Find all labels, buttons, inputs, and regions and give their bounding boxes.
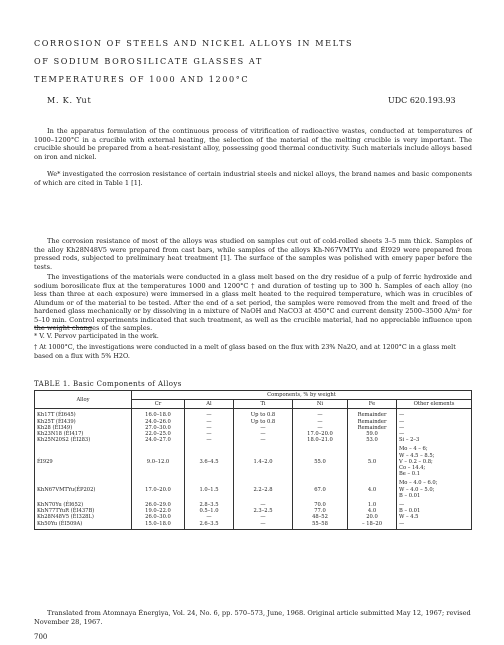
table-cell-ti: — [234, 514, 293, 520]
table-cell-alloy: Kh28N48V5 (ÉI328L) [35, 514, 132, 520]
author: M. K. Yut [47, 96, 92, 105]
table-cell-alloy: KhN67VMTYu(ÉP202) [35, 487, 132, 493]
table-cell-ni: — [293, 419, 348, 425]
table-cell-cr: 26.0–30.0 [132, 514, 185, 520]
table-cell-ni: 70.0 [293, 499, 348, 508]
table-cell-ni: 48–52 [293, 514, 348, 520]
table-row [35, 443, 472, 452]
table-cell-alloy [35, 443, 132, 452]
table-cell-ti: 2.2–2.8 [234, 487, 293, 493]
table-cell-fe: 59.0 [348, 431, 397, 437]
table-cell-other: — [397, 409, 472, 419]
table-cell-alloy: Kh17T (ÉI645) [35, 409, 132, 419]
body-paragraph: In the apparatus formulation of the continuous process of vitrification of radioactive wastes, conducted at temperatures of 1000–1200°C in a crucible with external heating, the selection of the material of the melting crucible is very important. The crucible should be prepared from a heat-resistant alloy, possessing good thermal conductivity. Such materials include alloys based on iron and nickel. [34, 127, 472, 161]
table-cell-ni: — [293, 425, 348, 431]
table-cell-other: Mo – 4.0 – 6.0; [397, 477, 472, 486]
table-cell-fe: 20.0 [348, 514, 397, 520]
table-cell-al: — [185, 409, 234, 419]
alloys-table [34, 390, 472, 530]
table-cell-al: — [185, 431, 234, 437]
table-cell-ti: — [234, 521, 293, 530]
table-row [35, 499, 472, 508]
table-header-ti: Ti [234, 400, 293, 409]
table-cell-cr: 26.0–29.0 [132, 499, 185, 508]
table-cell-ni [293, 477, 348, 486]
table-cell-fe: – 18–20 [348, 521, 397, 530]
table-cell-cr [132, 477, 185, 486]
udc-code: UDC 620.193.93 [388, 96, 456, 105]
table-cell-al: — [185, 425, 234, 431]
table-cell-fe: Remainder [348, 409, 397, 419]
table-cell-alloy: ÉI929 [35, 459, 132, 465]
page-number: 700 [34, 633, 48, 641]
table-row [35, 477, 472, 486]
table-cell-other: W – 4.5 [397, 514, 472, 520]
table-cell-other: — [397, 521, 472, 530]
table-cell-alloy: Kh50Yu (ÉI509A) [35, 521, 132, 530]
title-line: OF SODIUM BOROSILICATE GLASSES AT [34, 56, 263, 66]
table-header-alloy: Alloy [35, 391, 132, 409]
table-cell-other: — [397, 431, 472, 437]
table-cell-al [185, 443, 234, 452]
table-cell-fe [348, 443, 397, 452]
table-cell-cr: 22.0–25.0 [132, 431, 185, 437]
table-cell-cr: 16.0–18.0 [132, 409, 185, 419]
table-header-fe: Fe [348, 400, 397, 409]
footnote-rule [34, 327, 92, 328]
table-row [35, 409, 472, 419]
table-cell-alloy: KhN70Yu (ÉI652) [35, 499, 132, 508]
table-cell-ni: 55.0 [293, 459, 348, 465]
body-paragraph: The investigations of the materials were conducted in a glass melt based on the dry residue of a pulp of ferric hydroxide and sodium borosilicate flux at the temperatures 1000 and 1200°C † and duration of testing up to 300 h. Samples of each alloy (no less than three at each exposure) were immersed in a glass melt heated to the required temperature, which was in crucibles of Alundum or of the material to be tested. After the end of a set period, the samples were removed from the melt and freed of the hardened glass mechanically or by dissolving in a mixture of NaOH and NaCO3 at 450°C and current density 2500–3500 A/m² for 5–10 min. Control experiments indicated that such treatment, as well as the crucible material, had no appreciable influence upon the weight changes of the samples. [34, 273, 472, 332]
body-paragraph: The corrosion resistance of most of the alloys was studied on samples cut out of cold-rolled sheets 3–5 mm thick. Samples of the alloy Kh28N48V5 were prepared from cast bars, while samples of the alloys Kh-N67VMTYu and ÉI929 were prepared from pressed rods, subjected to preliminary heat treatment [1]. The surface of the samples was polished with emery paper before the tests. [34, 237, 472, 271]
table-cell-cr: 15.0–18.0 [132, 521, 185, 530]
table-header-cr: Cr [132, 400, 185, 409]
table-body [35, 409, 472, 529]
table-cell-al: — [185, 437, 234, 443]
table-cell-fe: 4.0 [348, 508, 397, 514]
table-cell-alloy: KhN77TYuR (ÉI437B) [35, 508, 132, 514]
table-caption: TABLE 1. Basic Components of Alloys [34, 380, 182, 388]
table-cell-ti: — [234, 431, 293, 437]
table-cell-al: — [185, 419, 234, 425]
table-cell-cr: 24.0–26.0 [132, 419, 185, 425]
table-cell-ni: 17.0–20.0 [293, 431, 348, 437]
table-cell-other: Co – 14.4; [397, 465, 472, 471]
table-cell-al: 2.8–3.5 [185, 499, 234, 508]
table-cell-ti: Up to 0.8 [234, 419, 293, 425]
table-cell-other: Mo – 4 – 6; [397, 443, 472, 452]
table-cell-fe: 1.0 [348, 499, 397, 508]
table-cell-ti: 1.4–2.0 [234, 459, 293, 465]
table-cell-al: 0.5–1.0 [185, 508, 234, 514]
table-cell-ti: — [234, 425, 293, 431]
table-cell-other: — [397, 419, 472, 425]
table-cell-other: W – 4.0 – 5.0; [397, 487, 472, 493]
table-header-group: Components, % by weight [132, 391, 472, 400]
table-row [35, 521, 472, 530]
table-cell-fe [348, 477, 397, 486]
table-cell-other: V – 0.2 – 0.8; [397, 459, 472, 465]
title-line: TEMPERATURES OF 1000 AND 1200°C [34, 74, 250, 84]
table-cell-cr: 17.0–20.0 [132, 487, 185, 493]
footnote: * V. V. Pervov participated in the work. [34, 332, 159, 340]
table-header-ni: Ni [293, 400, 348, 409]
table-cell-ni: 77.0 [293, 508, 348, 514]
table-cell-al: 1.0–1.5 [185, 487, 234, 493]
table-cell-other: B – 0.01 [397, 508, 472, 514]
table-cell-ni: 18.0–21.0 [293, 437, 348, 443]
table-cell-cr: 24.0–27.0 [132, 437, 185, 443]
table-cell-alloy: Kh25N20S2 (ÉI283) [35, 437, 132, 443]
table-cell-alloy: Kh23N18 (ÉI417) [35, 431, 132, 437]
table-cell-al: 3.6–4.5 [185, 459, 234, 465]
title-line: CORROSION OF STEELS AND NICKEL ALLOYS IN MELTS [34, 38, 354, 48]
table-cell-cr: 27.0–30.0 [132, 425, 185, 431]
table-cell-al [185, 477, 234, 486]
table-cell-ti: 2.3–2.5 [234, 508, 293, 514]
table-cell-other: W – 4.5 – 8.5; [397, 453, 472, 459]
table-cell-cr [132, 443, 185, 452]
table-cell-alloy: Kh25T (ÉI439) [35, 419, 132, 425]
table-cell-cr: 9.0–12.0 [132, 459, 185, 465]
table-cell-fe: Remainder [348, 419, 397, 425]
table-cell-alloy [35, 477, 132, 486]
table-cell-ni: — [293, 409, 348, 419]
table-cell-other: — [397, 425, 472, 431]
table-cell-fe: 4.0 [348, 487, 397, 493]
article-title [34, 34, 474, 88]
table-cell-ti [234, 443, 293, 452]
table-header-other: Other elements [397, 400, 472, 409]
table-cell-alloy: Kh28 (ÉI349) [35, 425, 132, 431]
table-cell-ti: Up to 0.8 [234, 409, 293, 419]
table-cell-ti [234, 477, 293, 486]
table-cell-fe: Remainder [348, 425, 397, 431]
translation-note: Translated from Atomnaya Énergiya, Vol. 24, No. 6, pp. 570–573, June, 1968. Original article submitted May 12, 1967; revised November 28, 1967. [34, 609, 471, 626]
table-cell-fe: 5.0 [348, 459, 397, 465]
footnote: † At 1000°C, the investigations were conducted in a melt of glass based on the flux with 23% Na2O, and at 1200°C in a glass melt based on a flux with 5% H2O. [34, 343, 456, 360]
table-header-al: Al [185, 400, 234, 409]
table-cell-ni [293, 443, 348, 452]
table-cell-other: B – 0.01 [397, 493, 472, 499]
table-cell-ti: — [234, 437, 293, 443]
body-paragraph: We* investigated the corrosion resistance of certain industrial steels and nickel alloys, the brand names and basic components of which are cited in Table 1 [1]. [34, 170, 472, 187]
table-cell-other: Si – 2–3 [397, 437, 472, 443]
table-cell-fe: 53.0 [348, 437, 397, 443]
table-cell-ni: 67.0 [293, 487, 348, 493]
table-cell-al: — [185, 514, 234, 520]
table-cell-cr: 19.0–22.0 [132, 508, 185, 514]
table-cell-ti: — [234, 499, 293, 508]
table-cell-other: Be – 0.1 [397, 471, 472, 477]
table-cell-al: 2.6–3.5 [185, 521, 234, 530]
table-cell-ni: 55–58 [293, 521, 348, 530]
table-cell-other: — [397, 499, 472, 508]
